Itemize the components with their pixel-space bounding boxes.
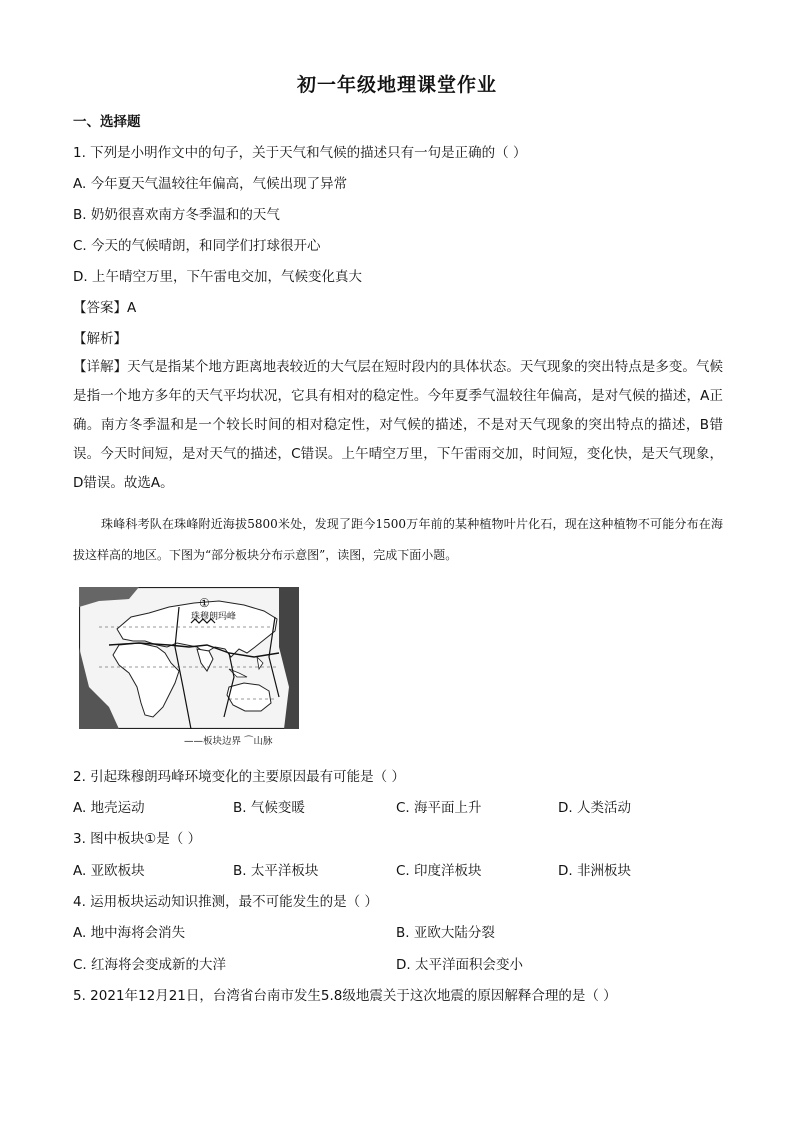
q1-option-c: C. 今天的气候晴朗，和同学们打球很开心 [73, 238, 321, 254]
q2-stem: 2. 引起珠穆朗玛峰环境变化的主要原因最有可能是（ ） [73, 769, 405, 785]
q1-option-d: D. 上午晴空万里，下午雷电交加，气候变化真大 [73, 269, 362, 285]
map-legend: ——板块边界 ⌒山脉 [184, 736, 273, 747]
q4-option-c: C. 红海将会变成新的大洋 [73, 957, 227, 973]
plate-number-label: ① [199, 596, 210, 610]
q1-option-a: A. 今年夏天气温较往年偏高，气候出现了异常 [73, 176, 348, 192]
plate-distribution-map [79, 587, 299, 729]
answer-label: 【答案】 [73, 300, 127, 316]
detail-text: 天气是指某个地方距离地表较近的大气层在短时段内的具体状态。天气现象的突出特点是多变。气候是指一个地方多年的天气平均状况，它具有相对的稳定性。今年夏季气温较往年偏高，是对气候的描述，A正确。南方冬季温和是一个较长时间的相对稳定性，对气候的描述，不是对天气现象的突出特点的描述，B错误。今天时间短，是对天气的描述，C错误。上午晴空万里，下午雷雨交加，时间短，变化快，是天气现象，D错误。故选A。 [73, 359, 724, 491]
q4-option-a: A. 地中海将会消失 [73, 925, 186, 941]
answer-value: A [127, 300, 137, 316]
q1-detail [73, 353, 723, 498]
q2-option-b: B. 气候变暖 [233, 800, 305, 816]
q2-option-c: C. 海平面上升 [396, 800, 482, 816]
q3-option-b: B. 太平洋板块 [233, 863, 319, 879]
q3-option-d: D. 非洲板块 [558, 863, 631, 879]
material-intro: 珠峰科考队在珠峰附近海拔5800米处，发现了距今1500万年前的某种植物叶片化石，现在这种植物不可能分布在海拔这样高的地区。下图为“部分板块分布示意图”，读图，完成下面小题。 [73, 517, 723, 562]
q3-option-c: C. 印度洋板块 [396, 863, 482, 879]
q5-stem: 5. 2021年12月21日，台湾省台南市发生5.8级地震关于这次地震的原因解释合理的是（ ） [73, 988, 617, 1004]
q2-option-a: A. 地壳运动 [73, 800, 145, 816]
analysis-label: 【解析】 [73, 331, 127, 347]
q2-option-d: D. 人类活动 [558, 800, 631, 816]
detail-label: 【详解】 [73, 359, 128, 375]
q4-stem: 4. 运用板块运动知识推测，最不可能发生的是（ ） [73, 894, 378, 910]
q4-option-d: D. 太平洋面积会变小 [396, 957, 523, 973]
mountain-label: 珠穆朗玛峰 [191, 612, 237, 622]
q1-stem: 1. 下列是小明作文中的句子，关于天气和气候的描述只有一句是正确的（ ） [73, 145, 527, 161]
q1-answer [73, 296, 136, 316]
q3-option-a: A. 亚欧板块 [73, 863, 145, 879]
q1-option-b: B. 奶奶很喜欢南方冬季温和的天气 [73, 207, 280, 223]
q4-option-b: B. 亚欧大陆分裂 [396, 925, 495, 941]
q3-stem: 3. 图中板块①是（ ） [73, 831, 202, 847]
page-title: 初一年级地理课堂作业 [296, 74, 497, 96]
section-heading: 一、选择题 [73, 114, 141, 130]
